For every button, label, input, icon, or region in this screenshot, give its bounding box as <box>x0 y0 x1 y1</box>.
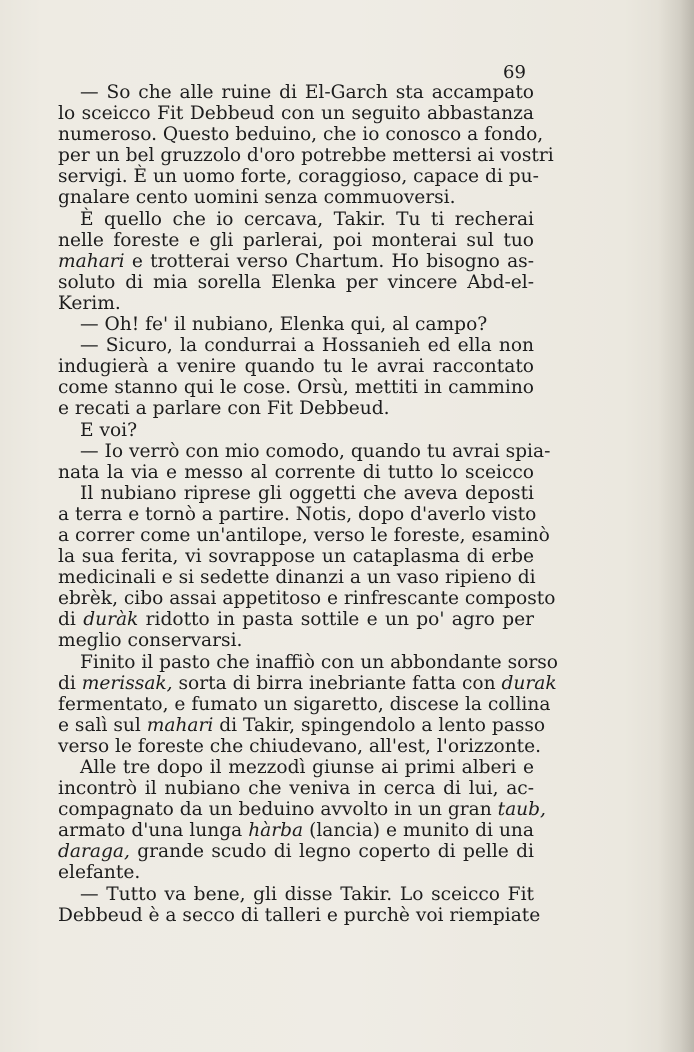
text-line <box>58 904 541 926</box>
text-run: e trotterai verso Chartum. Ho bisogno as- <box>124 250 534 272</box>
text-line <box>58 462 534 483</box>
text-run: soluto di mia sorella Elenka per vincere Abd-el- <box>58 271 534 293</box>
text-run: Debbeud è a secco di talleri e purchè voi riempiate <box>58 904 541 926</box>
text-line <box>58 735 542 757</box>
text-run: compagnato da un beduino avvolto in un gran <box>58 799 498 821</box>
page-edge-shadow <box>658 0 694 1052</box>
text-line <box>58 251 534 272</box>
text-run: incontrò il nubiano che veniva in cerca di lui, ac- <box>58 778 534 800</box>
text-line <box>58 672 557 694</box>
text-line <box>58 377 534 398</box>
italic-term: mahari <box>146 714 214 736</box>
text-run: — Tutto va bene, gli disse Takir. Lo sceicco Fit <box>80 883 534 905</box>
italic-term: duràk <box>83 609 139 631</box>
text-line <box>58 862 534 883</box>
text-run: indugierà a venire quando tu le avrai raccontato <box>58 356 534 378</box>
text-line <box>58 799 546 821</box>
italic-term: durak <box>501 672 557 694</box>
text-run: medicinali e si sedette dinanzi a un vaso ripieno di <box>58 567 536 589</box>
text-run: — Oh! fe' il nubiano, Elenka qui, al campo? <box>80 314 488 336</box>
text-run: Kerim. <box>58 292 121 314</box>
text-line <box>58 820 534 841</box>
text-run: (lancia) e munito di una <box>303 820 534 842</box>
text-line <box>58 841 534 862</box>
text-line <box>58 546 534 567</box>
text-line <box>58 609 534 630</box>
text-run: ridotto in pasta sottile e un po' agro per <box>138 609 534 631</box>
text-run: di <box>58 672 82 694</box>
text-line <box>58 503 537 525</box>
text-run: servigi. È un uomo forte, coraggioso, capace di pu- <box>58 166 539 188</box>
text-run: armato d'una lunga <box>58 820 249 842</box>
text-run: per un bel gruzzolo d'oro potrebbe mettersi ai vostri <box>58 145 554 167</box>
text-run: fermentato, e fumato un sigaretto, discese la collina <box>58 693 551 715</box>
text-run: meglio conservarsi. <box>58 630 243 652</box>
italic-term: daraga, <box>58 841 130 863</box>
text-line <box>58 693 551 715</box>
text-line <box>58 314 534 335</box>
text-run: grande scudo di legno coperto di pelle di <box>129 841 534 863</box>
text-run: e salì sul <box>58 714 147 736</box>
text-line <box>58 187 534 208</box>
body-text <box>58 82 558 926</box>
text-line <box>58 884 534 905</box>
text-run: di Takir, spingendolo a lento passo <box>213 714 546 736</box>
italic-term: mahari <box>58 250 125 272</box>
text-line <box>58 124 544 146</box>
text-run: nata la via e messo al corrente di tutto lo sceicco <box>58 461 534 483</box>
text-run: di <box>58 609 84 631</box>
text-line <box>58 757 534 778</box>
text-run: a terra e tornò a partire. Notis, dopo d'averlo visto <box>58 503 537 525</box>
text-line <box>58 230 534 251</box>
text-line <box>58 398 534 419</box>
text-line <box>58 483 534 504</box>
text-run: e recati a parlare con Fit Debbeud. <box>58 398 390 420</box>
italic-term: merissak, <box>81 672 173 694</box>
text-run: nelle foreste e gli parlerai, poi monterai sul tuo <box>58 229 534 251</box>
italic-term: hàrba <box>248 820 304 842</box>
text-line <box>58 335 534 356</box>
text-run: sorta di birra inebriante fatta con <box>172 672 502 694</box>
text-run: — Io verrò con mio comodo, quando tu avrai spia- <box>80 440 551 462</box>
text-run: la sua ferita, vi sovrappose un cataplasma di erbe <box>58 546 534 568</box>
text-line <box>58 440 551 462</box>
text-run: E voi? <box>80 419 138 441</box>
text-line <box>58 524 550 546</box>
text-run: È quello che io cercava, Takir. Tu ti recherai <box>80 208 534 230</box>
text-line <box>58 588 556 610</box>
italic-term: taub, <box>497 799 546 821</box>
text-line <box>58 778 534 799</box>
text-line <box>58 209 534 230</box>
text-line <box>58 567 534 588</box>
text-run: — Sicuro, la condurrai a Hossanieh ed ella non <box>80 335 534 357</box>
text-line <box>58 145 554 167</box>
text-run: Finito il pasto che inaffiò con un abbondante sorso <box>80 651 558 673</box>
text-line <box>58 82 534 103</box>
text-line <box>58 714 546 736</box>
text-line <box>58 420 534 441</box>
text-run: lo sceicco Fit Debbeud con un seguito abbastanza <box>58 103 534 125</box>
text-line <box>58 356 534 377</box>
text-line <box>58 272 534 293</box>
text-run: Alle tre dopo il mezzodì giunse ai primi alberi e <box>80 757 534 778</box>
text-run: — So che alle ruine di El-Garch sta accampato <box>80 82 534 103</box>
text-run: numeroso. Questo beduino, che io conosco a fondo, <box>58 124 544 146</box>
text-line <box>58 103 534 124</box>
text-line <box>58 166 539 188</box>
text-run: verso le foreste che chiudevano, all'est, l'orizzonte. <box>58 735 542 757</box>
text-run: a correr come un'antilope, verso le foreste, esaminò <box>58 524 550 546</box>
page-number: 69 <box>503 62 526 83</box>
text-line <box>58 651 558 673</box>
text-run: ebrèk, cibo assai appetitoso e rinfrescante composto <box>58 588 556 610</box>
text-run: gnalare cento uomini senza commuoversi. <box>58 187 456 209</box>
text-run: come stanno qui le cose. Orsù, mettiti in cammino <box>58 377 534 399</box>
text-line <box>58 630 534 651</box>
text-line <box>58 293 534 314</box>
text-run: Il nubiano riprese gli oggetti che aveva deposti <box>80 482 534 504</box>
text-run: elefante. <box>58 862 141 884</box>
